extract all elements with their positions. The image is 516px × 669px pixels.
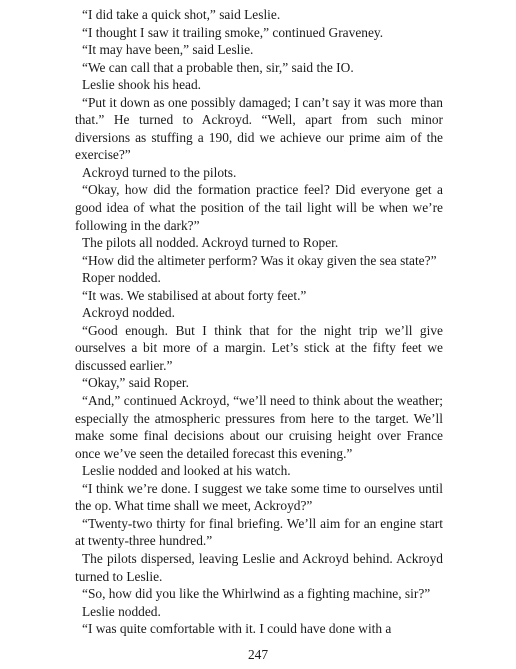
paragraph: Roper nodded. — [82, 270, 161, 286]
paragraph: The pilots all nodded. Ackroyd turned to Roper. — [82, 235, 339, 251]
paragraph: “I thought I saw it trailing smoke,” continued Graveney. — [82, 24, 384, 40]
paragraph: “I think we’re done. I suggest we take some time to ourselves until the op. What time shall we meet, Ackroyd?” — [75, 480, 443, 514]
page-number: 247 — [247, 647, 269, 662]
paragraph: “Okay, how did the formation practice feel? Did everyone get a good idea of what the position of the tail light will be when we’re following in the dark?” — [75, 182, 443, 233]
paragraph: “I did take a quick shot,” said Leslie. — [82, 7, 281, 22]
paragraph: “So, how did you like the Whirlwind as a fighting machine, sir?” — [82, 586, 431, 602]
paragraph: Leslie nodded. — [82, 603, 161, 619]
paragraph: Leslie shook his head. — [82, 77, 202, 93]
paragraph: Ackroyd turned to the pilots. — [82, 164, 237, 180]
paragraph: Leslie nodded and looked at his watch. — [82, 463, 291, 479]
paragraph: “How did the altimeter perform? Was it okay given the sea state?” — [82, 252, 437, 268]
paragraph: Ackroyd nodded. — [82, 305, 175, 321]
paragraph: “Good enough. But I think that for the night trip we’ll give ourselves a bit more of a margin. Let’s stick at the fifty feet we discussed earlier.” — [75, 322, 443, 373]
paragraph: “It may have been,” said Leslie. — [82, 42, 254, 58]
paragraph: “Okay,” said Roper. — [82, 375, 189, 391]
paragraph: “Twenty-two thirty for final briefing. We’ll aim for an engine start at twenty-three hundred.” — [75, 515, 443, 549]
paragraph: The pilots dispersed, leaving Leslie and Ackroyd behind. Ackroyd turned to Leslie. — [75, 550, 443, 584]
paragraph: “Put it down as one possibly damaged; I can’t say it was more than that.” He turned to Ackroyd. “Well, apart from such minor diversions as stuffing a 190, did we achieve our prime aim of the exercise?” — [75, 94, 443, 163]
paragraph: “It was. We stabilised at about forty feet.” — [82, 287, 307, 303]
body-text — [75, 6, 443, 638]
paragraph: “I was quite comfortable with it. I could have done with a — [82, 621, 392, 637]
paragraph: “We can call that a probable then, sir,” said the IO. — [82, 59, 354, 75]
paragraph: “And,” continued Ackroyd, “we’ll need to think about the weather; especially the atmospheric pressures from here to the target. We’ll make some final decisions about our cruising height over France once we’ve seen the detailed forecast this evening.” — [75, 393, 443, 461]
